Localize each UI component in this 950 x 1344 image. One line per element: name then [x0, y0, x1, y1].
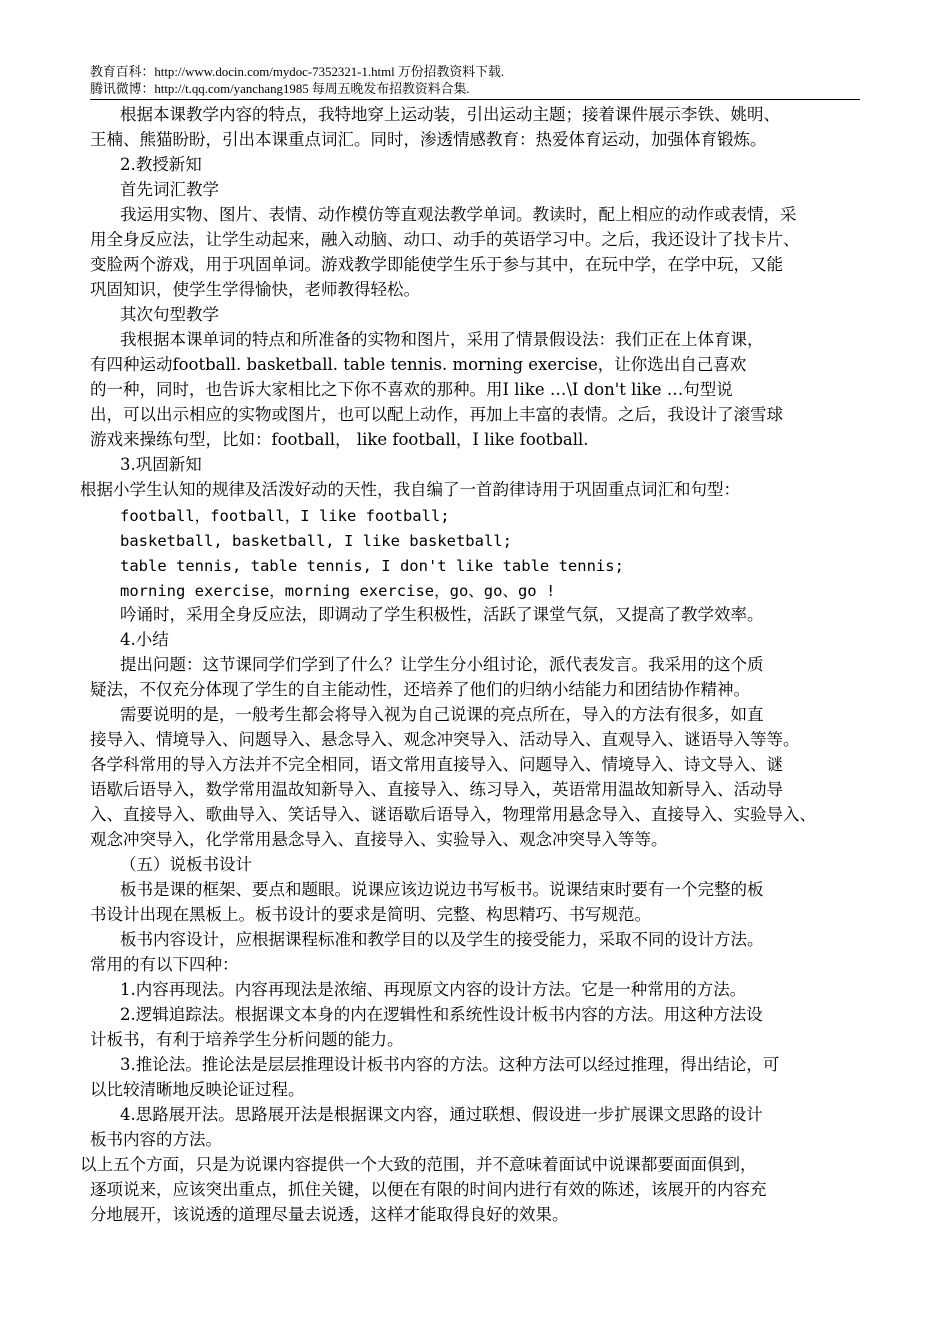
section-heading: 4.小结	[120, 630, 169, 649]
paragraph-line: 游戏来操练句型，比如：football， like football，I like football.	[90, 430, 589, 449]
paragraph-line: 书设计出现在黑板上。板书设计的要求是简明、完整、构思精巧、书写规范。	[90, 905, 651, 924]
section-heading: 2.教授新知	[120, 155, 202, 174]
list-item-continued: 板书内容的方法。	[90, 1130, 222, 1149]
paragraph-line: 的一种，同时，也告诉大家相比之下你不喜欢的那种。用I like …\I don't like …句型说	[90, 380, 733, 399]
list-item: 4.思路展开法。思路展开法是根据课文内容，通过联想、假设进一步扩展课文思路的设计	[120, 1105, 763, 1124]
paragraph-line: 板书是课的框架、要点和题眼。说课应该边说边书写板书。说课结束时要有一个完整的板	[120, 880, 764, 899]
paragraph-line: 有四种运动football. basketball. table tennis. morning exercise，让你选出自己喜欢	[90, 355, 747, 374]
paragraph-line: 以上五个方面，只是为说课内容提供一个大致的范围，并不意味着面试中说课都要面面俱到，	[80, 1155, 757, 1174]
paragraph-line: 观念冲突导入，化学常用悬念导入、直接导入、实验导入、观念冲突导入等等。	[90, 830, 668, 849]
list-item: 2.逻辑追踪法。根据课文本身的内在逻辑性和系统性设计板书内容的方法。用这种方法设	[120, 1005, 763, 1024]
paragraph-line: 接导入、情境导入、问题导入、悬念导入、观念冲突导入、活动导入、直观导入、谜语导入等等。	[90, 730, 800, 749]
paragraph-line: 提出问题：这节课同学们学到了什么？让学生分小组讨论，派代表发言。我采用的这个质	[120, 655, 764, 674]
list-item-continued: 计板书，有利于培养学生分析问题的能力。	[90, 1030, 404, 1049]
paragraph-line: 巩固知识，使学生学得愉快，老师教得轻松。	[90, 280, 420, 299]
paragraph-line: 入、直接导入、歌曲导入、笑话导入、谜语歇后语导入，物理常用悬念导入、直接导入、实验导入、	[90, 805, 816, 824]
paragraph-line: 王楠、熊猫盼盼，引出本课重点词汇。同时，渗透情感教育：热爱体育运动，加强体育锻炼。	[90, 130, 767, 149]
section-heading: 3.巩固新知	[120, 455, 202, 474]
paragraph-line: 逐项说来，应该突出重点，抓住关键，以便在有限的时间内进行有效的陈述，该展开的内容充	[90, 1180, 767, 1199]
list-item: 3.推论法。推论法是层层推理设计板书内容的方法。这种方法可以经过推理，得出结论，可	[120, 1055, 780, 1074]
header-divider	[90, 99, 860, 100]
paragraph-line: 用全身反应法，让学生动起来，融入动脑、动口、动手的英语学习中。之后，我还设计了找卡片、	[90, 230, 800, 249]
paragraph-line: 分地展开，该说透的道理尽量去说透，这样才能取得良好的效果。	[90, 1205, 569, 1224]
poem-line: basketball, basketball, I like basketball;	[120, 532, 512, 550]
paragraph-line: 语歇后语导入，数学常用温故知新导入、直接导入、练习导入，英语常用温故知新导入、活动导	[90, 780, 783, 799]
subheading: 其次句型教学	[120, 305, 219, 324]
poem-line: football，football，I like football;	[120, 507, 450, 525]
header-line-2: 腾讯微博：http://t.qq.com/yanchang1985 每周五晚发布招教资料合集.	[90, 81, 470, 96]
list-item: 1.内容再现法。内容再现法是浓缩、再现原文内容的设计方法。它是一种常用的方法。	[120, 980, 747, 999]
section-heading: （五）说板书设计	[120, 855, 252, 874]
paragraph-line: 我根据本课单词的特点和所准备的实物和图片，采用了情景假设法：我们正在上体育课，	[120, 330, 764, 349]
paragraph-line: 疑法，不仅充分体现了学生的自主能动性，还培养了他们的归纳小结能力和团结协作精神。	[90, 680, 750, 699]
paragraph-line: 根据本课教学内容的特点，我特地穿上运动装，引出运动主题；接着课件展示李铁、姚明、	[120, 105, 780, 124]
poem-line: morning exercise，morning exercise，go、go、go !	[120, 582, 556, 600]
paragraph-line: 根据小学生认知的规律及活泼好动的天性，我自编了一首韵律诗用于巩固重点词汇和句型：	[80, 480, 740, 499]
subheading: 首先词汇教学	[120, 180, 219, 199]
paragraph-line: 吟诵时，采用全身反应法，即调动了学生积极性，活跃了课堂气氛，又提高了教学效率。	[120, 605, 764, 624]
paragraph-line: 板书内容设计，应根据课程标准和教学目的以及学生的接受能力，采取不同的设计方法。	[120, 930, 764, 949]
paragraph-line: 各学科常用的导入方法并不完全相同，语文常用直接导入、问题导入、情境导入、诗文导入、谜	[90, 755, 783, 774]
list-item-continued: 以比较清晰地反映论证过程。	[90, 1080, 305, 1099]
paragraph-line: 我运用实物、图片、表情、动作模仿等直观法教学单词。教读时，配上相应的动作或表情，采	[120, 205, 797, 224]
poem-line: table tennis, table tennis, I don't like table tennis;	[120, 557, 624, 575]
paragraph-line: 常用的有以下四种：	[90, 955, 239, 974]
paragraph-line: 变脸两个游戏，用于巩固单词。游戏教学即能使学生乐于参与其中，在玩中学，在学中玩，又能	[90, 255, 783, 274]
paragraph-line: 出，可以出示相应的实物或图片，也可以配上动作，再加上丰富的表情。之后，我设计了滚雪球	[90, 405, 783, 424]
paragraph-line: 需要说明的是，一般考生都会将导入视为自己说课的亮点所在，导入的方法有很多，如直	[120, 705, 764, 724]
header-line-1: 教育百科：http://www.docin.com/mydoc-7352321-1.html 万份招教资料下载.	[90, 64, 505, 79]
